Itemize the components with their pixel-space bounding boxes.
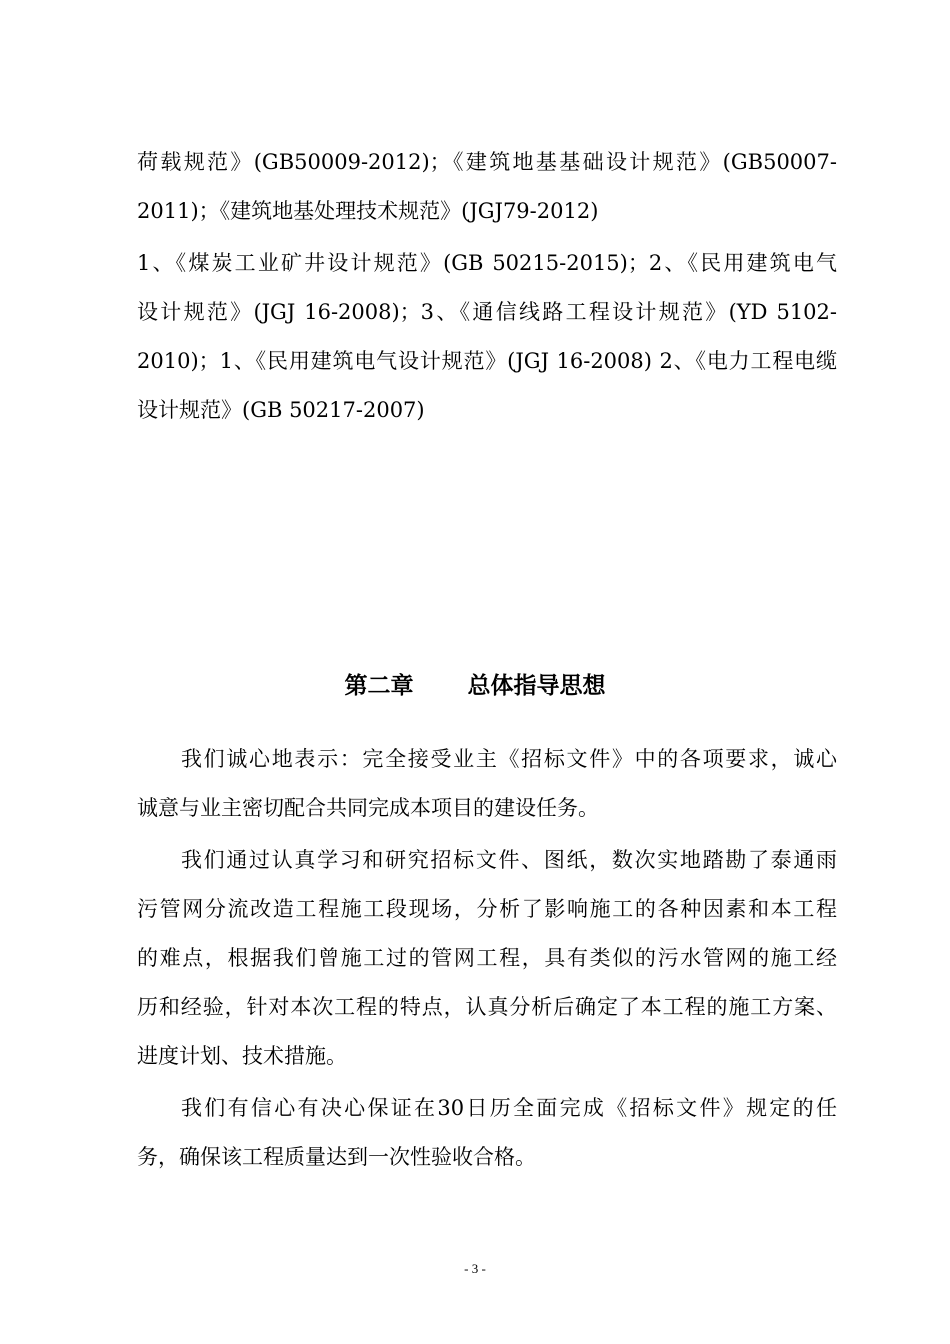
paragraph-line: 污管网分流改造工程施工段现场，分析了影响施工的各种因素和本工程 — [137, 897, 837, 921]
reference-line: 设计规范》(JGJ 16-2008)；3、《通信线路工程设计规范》(YD 5102- — [137, 300, 837, 324]
reference-line: 设计规范》(GB 50217-2007) — [137, 398, 425, 422]
paragraph-line: 我们有信心有决心保证在30日历全面完成《招标文件》规定的任 — [181, 1096, 837, 1120]
paragraph-line: 进度计划、技术措施。 — [137, 1044, 347, 1068]
reference-line: 荷载规范》(GB50009-2012)；《建筑地基基础设计规范》(GB50007- — [137, 150, 837, 174]
paragraph-line: 我们通过认真学习和研究招标文件、图纸，数次实地踏勘了泰通雨 — [181, 848, 837, 872]
chapter-title: 总体指导思想 — [467, 673, 606, 699]
chapter-number: 第二章 — [344, 673, 414, 699]
paragraph-line: 我们诚心地表示：完全接受业主《招标文件》中的各项要求，诚心 — [181, 747, 837, 771]
paragraph-line: 务，确保该工程质量达到一次性验收合格。 — [137, 1145, 536, 1169]
reference-line: 2010)；1、《民用建筑电气设计规范》(JGJ 16-2008) 2、《电力工程电缆 — [137, 349, 837, 373]
reference-line: 2011)；《建筑地基处理技术规范》(JGJ79-2012) — [137, 199, 599, 223]
chapter-heading — [0, 672, 950, 700]
paragraph-line: 历和经验，针对本次工程的特点，认真分析后确定了本工程的施工方案、 — [137, 995, 837, 1019]
paragraph-line: 诚意与业主密切配合共同完成本项目的建设任务。 — [137, 796, 599, 820]
page-number: - 3 - — [464, 1261, 486, 1276]
paragraph-line: 的难点，根据我们曾施工过的管网工程，具有类似的污水管网的施工经 — [137, 946, 837, 970]
reference-line: 1、《煤炭工业矿井设计规范》(GB 50215-2015)；2、《民用建筑电气 — [137, 251, 837, 275]
